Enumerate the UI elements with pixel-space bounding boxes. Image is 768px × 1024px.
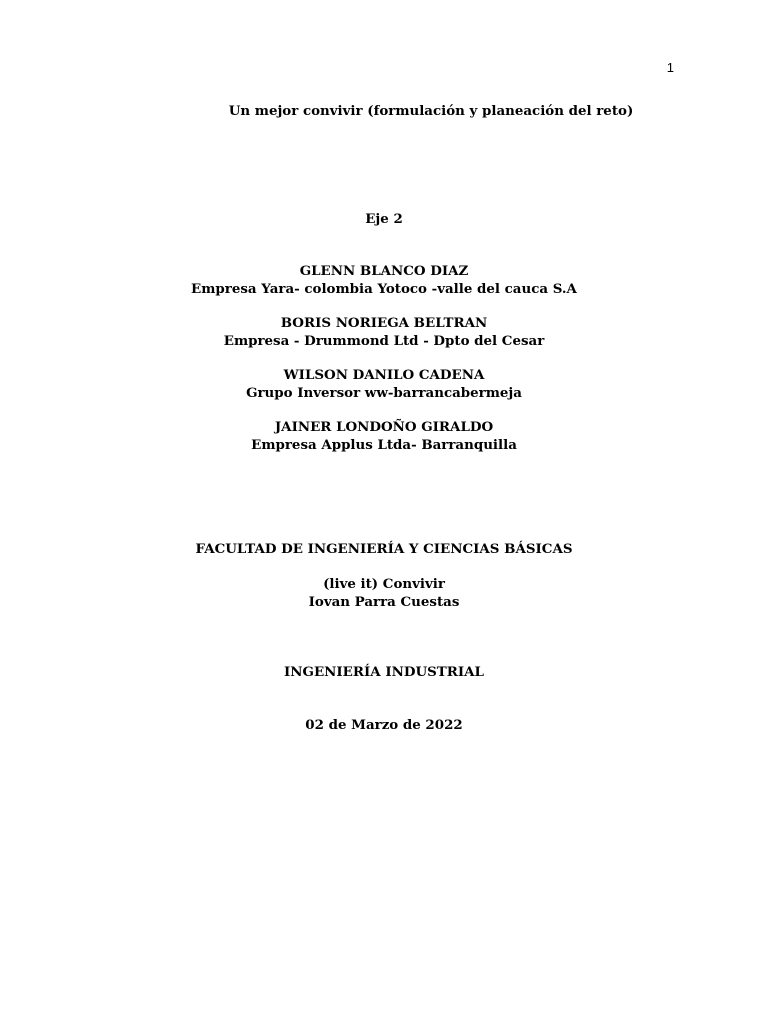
author-block-1: [0, 262, 768, 298]
author-name: WILSON DANILO CADENA: [283, 367, 485, 383]
program-name: INGENIERÍA INDUSTRIAL: [284, 664, 484, 680]
author-affiliation: Empresa Yara- colombia Yotoco -valle del cauca S.A: [191, 281, 577, 297]
author-affiliation: Grupo Inversor ww-barrancabermeja: [246, 385, 522, 401]
author-name: JAINER LONDOÑO GIRALDO: [274, 419, 494, 435]
eje-label: Eje 2: [365, 211, 403, 227]
faculty-name: FACULTAD DE INGENIERÍA Y CIENCIAS BÁSICAS: [195, 541, 573, 557]
page-number: 1: [666, 60, 674, 75]
author-affiliation: Empresa - Drummond Ltd - Dpto del Cesar: [223, 333, 545, 349]
document-date: 02 de Marzo de 2022: [305, 717, 463, 733]
course-name: (live it) Convivir: [323, 576, 445, 592]
teacher-name: Iovan Parra Cuestas: [308, 594, 460, 610]
author-name: GLENN BLANCO DIAZ: [299, 263, 469, 279]
author-name: BORIS NORIEGA BELTRAN: [280, 315, 488, 331]
author-affiliation: Empresa Applus Ltda- Barranquilla: [251, 437, 517, 453]
course-block: [0, 575, 768, 611]
author-block-3: [0, 366, 768, 402]
author-block-4: [0, 418, 768, 454]
author-block-2: [0, 314, 768, 350]
document-title: Un mejor convivir (formulación y planeación del reto): [228, 103, 634, 119]
